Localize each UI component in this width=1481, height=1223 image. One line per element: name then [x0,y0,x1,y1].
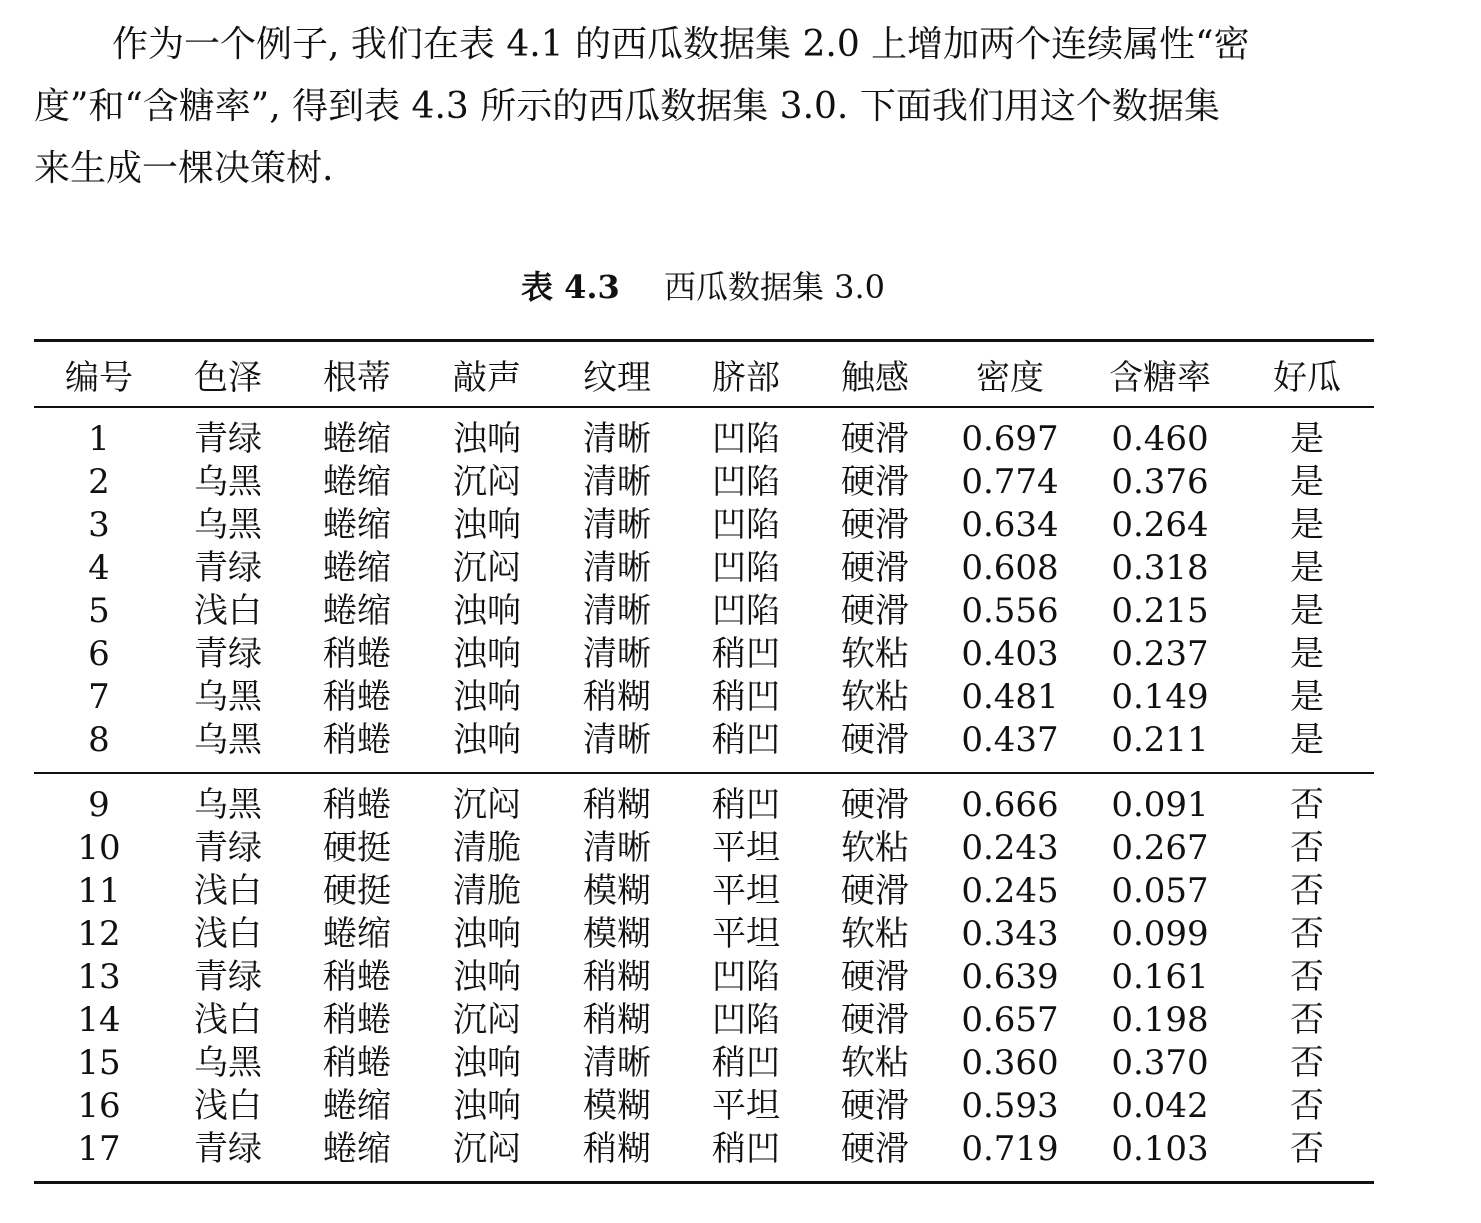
cell-navel: 凹陷 [712,505,780,545]
intro-line-1: 作为一个例子, 我们在表 4.1 的西瓜数据集 2.0 上增加两个连续属性“密 [112,24,1250,65]
header-row [34,341,1374,408]
cell-root: 硬挺 [323,828,391,868]
table-row [34,547,1374,590]
cell-density: 0.556 [961,591,1059,631]
cell-sound: 浊响 [453,634,521,674]
cell-good: 否 [1290,1000,1324,1040]
cell-texture: 清晰 [583,634,651,674]
cell-root: 稍蜷 [323,785,391,825]
cell-color: 浅白 [194,1086,262,1126]
cell-root: 稍蜷 [323,1000,391,1040]
cell-good: 是 [1290,591,1324,631]
table-row [34,913,1374,956]
header-good: 好瓜 [1273,357,1341,398]
table-caption-title: 西瓜数据集 3.0 [663,268,886,306]
cell-texture: 清晰 [583,505,651,545]
cell-id: 15 [77,1043,121,1083]
cell-texture: 稍糊 [583,957,651,997]
cell-root: 稍蜷 [323,1043,391,1083]
cell-good: 否 [1290,914,1324,954]
cell-sound: 沉闷 [453,462,521,502]
cell-texture: 清晰 [583,591,651,631]
table-row [34,1042,1374,1085]
cell-color: 乌黑 [194,1043,262,1083]
cell-sugar: 0.370 [1111,1043,1209,1083]
header-root: 根蒂 [323,357,391,398]
cell-root: 蜷缩 [323,419,391,459]
cell-id: 4 [88,548,110,588]
cell-navel: 平坦 [712,1086,780,1126]
header-density: 密度 [976,357,1044,398]
cell-id: 9 [88,785,110,825]
cell-touch: 软粘 [841,1043,909,1083]
cell-navel: 平坦 [712,871,780,911]
cell-texture: 模糊 [583,914,651,954]
table-row [34,827,1374,870]
bad-melon-rows [34,773,1374,1183]
cell-touch: 硬滑 [841,720,909,760]
cell-texture: 稍糊 [583,677,651,717]
header-texture: 纹理 [583,357,651,398]
table-row [34,1085,1374,1128]
cell-color: 乌黑 [194,677,262,717]
cell-color: 浅白 [194,1000,262,1040]
cell-sugar: 0.103 [1111,1129,1209,1169]
cell-sound: 浊响 [453,914,521,954]
cell-good: 否 [1290,871,1324,911]
cell-density: 0.245 [961,871,1059,911]
table-row [34,1128,1374,1183]
cell-navel: 凹陷 [712,1000,780,1040]
cell-texture: 清晰 [583,1043,651,1083]
cell-id: 12 [77,914,121,954]
cell-sound: 沉闷 [453,548,521,588]
cell-good: 是 [1290,505,1324,545]
cell-root: 蜷缩 [323,1129,391,1169]
cell-id: 16 [77,1086,121,1126]
cell-color: 乌黑 [194,462,262,502]
cell-sound: 浊响 [453,957,521,997]
cell-color: 浅白 [194,871,262,911]
cell-touch: 硬滑 [841,1129,909,1169]
cell-color: 青绿 [194,548,262,588]
cell-color: 青绿 [194,828,262,868]
cell-density: 0.639 [961,957,1059,997]
cell-texture: 稍糊 [583,1000,651,1040]
cell-color: 青绿 [194,1129,262,1169]
cell-touch: 硬滑 [841,591,909,631]
cell-root: 蜷缩 [323,1086,391,1126]
cell-density: 0.243 [961,828,1059,868]
cell-id: 2 [88,462,110,502]
header-color: 色泽 [194,357,262,398]
cell-sugar: 0.149 [1111,677,1209,717]
cell-root: 稍蜷 [323,677,391,717]
cell-sugar: 0.211 [1111,720,1209,760]
cell-sound: 浊响 [453,1086,521,1126]
cell-id: 5 [88,591,110,631]
intro-paragraph [34,14,1374,200]
cell-good: 否 [1290,957,1324,997]
cell-density: 0.593 [961,1086,1059,1126]
cell-density: 0.634 [961,505,1059,545]
cell-texture: 清晰 [583,419,651,459]
cell-sound: 浊响 [453,677,521,717]
cell-navel: 平坦 [712,914,780,954]
header-touch: 触感 [841,357,909,398]
cell-navel: 稍凹 [712,634,780,674]
intro-line-3: 来生成一棵决策树. [34,148,334,189]
cell-color: 乌黑 [194,785,262,825]
cell-touch: 硬滑 [841,1086,909,1126]
cell-root: 稍蜷 [323,634,391,674]
table-row [34,407,1374,461]
cell-touch: 软粘 [841,677,909,717]
cell-navel: 凹陷 [712,591,780,631]
cell-id: 6 [88,634,110,674]
cell-density: 0.774 [961,462,1059,502]
cell-touch: 硬滑 [841,548,909,588]
cell-id: 17 [77,1129,121,1169]
cell-sound: 浊响 [453,720,521,760]
table-row [34,676,1374,719]
cell-sound: 沉闷 [453,1129,521,1169]
table-row [34,633,1374,676]
cell-id: 1 [88,419,110,459]
cell-good: 是 [1290,677,1324,717]
cell-touch: 硬滑 [841,871,909,911]
cell-density: 0.343 [961,914,1059,954]
cell-good: 否 [1290,1129,1324,1169]
cell-id: 10 [77,828,121,868]
table-caption-label: 表 4.3 [520,268,620,306]
cell-sound: 浊响 [453,591,521,631]
cell-navel: 凹陷 [712,419,780,459]
cell-id: 13 [77,957,121,997]
cell-sound: 清脆 [453,828,521,868]
cell-touch: 软粘 [841,634,909,674]
table-row [34,773,1374,827]
cell-touch: 软粘 [841,914,909,954]
table-row [34,590,1374,633]
cell-good: 否 [1290,785,1324,825]
cell-color: 乌黑 [194,720,262,760]
cell-good: 是 [1290,462,1324,502]
cell-texture: 模糊 [583,871,651,911]
table-row [34,461,1374,504]
table-row [34,504,1374,547]
cell-density: 0.403 [961,634,1059,674]
cell-texture: 稍糊 [583,785,651,825]
cell-sugar: 0.215 [1111,591,1209,631]
header-sound: 敲声 [453,357,521,398]
cell-sound: 沉闷 [453,785,521,825]
table-header [34,341,1374,408]
cell-touch: 硬滑 [841,1000,909,1040]
cell-good: 否 [1290,828,1324,868]
cell-sugar: 0.161 [1111,957,1209,997]
cell-color: 浅白 [194,914,262,954]
cell-good: 是 [1290,419,1324,459]
cell-color: 浅白 [194,591,262,631]
cell-sugar: 0.318 [1111,548,1209,588]
cell-id: 8 [88,720,110,760]
cell-sugar: 0.099 [1111,914,1209,954]
cell-texture: 清晰 [583,548,651,588]
cell-root: 稍蜷 [323,720,391,760]
cell-sugar: 0.057 [1111,871,1209,911]
cell-id: 14 [77,1000,121,1040]
table-row [34,999,1374,1042]
cell-sugar: 0.264 [1111,505,1209,545]
cell-touch: 硬滑 [841,419,909,459]
cell-good: 是 [1290,720,1324,760]
cell-navel: 稍凹 [712,720,780,760]
cell-sugar: 0.198 [1111,1000,1209,1040]
cell-touch: 硬滑 [841,957,909,997]
cell-sugar: 0.460 [1111,419,1209,459]
cell-navel: 稍凹 [712,1043,780,1083]
cell-sound: 浊响 [453,1043,521,1083]
good-melon-rows [34,407,1374,773]
table-caption [0,262,1406,308]
cell-density: 0.360 [961,1043,1059,1083]
cell-color: 青绿 [194,634,262,674]
cell-sugar: 0.376 [1111,462,1209,502]
cell-color: 青绿 [194,419,262,459]
cell-sound: 清脆 [453,871,521,911]
cell-density: 0.666 [961,785,1059,825]
cell-touch: 硬滑 [841,505,909,545]
cell-root: 蜷缩 [323,914,391,954]
cell-color: 青绿 [194,957,262,997]
cell-touch: 硬滑 [841,462,909,502]
cell-good: 否 [1290,1086,1324,1126]
cell-density: 0.719 [961,1129,1059,1169]
cell-texture: 清晰 [583,462,651,502]
cell-sugar: 0.042 [1111,1086,1209,1126]
cell-sound: 浊响 [453,419,521,459]
cell-navel: 凹陷 [712,548,780,588]
cell-touch: 硬滑 [841,785,909,825]
cell-sugar: 0.237 [1111,634,1209,674]
cell-root: 蜷缩 [323,505,391,545]
cell-navel: 平坦 [712,828,780,868]
cell-sound: 沉闷 [453,1000,521,1040]
cell-root: 蜷缩 [323,548,391,588]
cell-color: 乌黑 [194,505,262,545]
cell-navel: 稍凹 [712,785,780,825]
cell-root: 蜷缩 [323,591,391,631]
cell-sugar: 0.267 [1111,828,1209,868]
cell-texture: 模糊 [583,1086,651,1126]
cell-sound: 浊响 [453,505,521,545]
cell-texture: 清晰 [583,720,651,760]
cell-touch: 软粘 [841,828,909,868]
cell-navel: 稍凹 [712,1129,780,1169]
cell-root: 稍蜷 [323,957,391,997]
cell-navel: 稍凹 [712,677,780,717]
cell-density: 0.608 [961,548,1059,588]
cell-navel: 凹陷 [712,957,780,997]
table-row [34,870,1374,913]
cell-texture: 稍糊 [583,1129,651,1169]
cell-id: 7 [88,677,110,717]
header-id: 编号 [65,357,133,398]
header-navel: 脐部 [712,357,780,398]
cell-navel: 凹陷 [712,462,780,502]
cell-density: 0.437 [961,720,1059,760]
cell-density: 0.657 [961,1000,1059,1040]
table-row [34,956,1374,999]
watermelon-dataset-table [34,339,1374,1184]
cell-root: 蜷缩 [323,462,391,502]
cell-good: 是 [1290,548,1324,588]
cell-density: 0.697 [961,419,1059,459]
cell-root: 硬挺 [323,871,391,911]
cell-good: 是 [1290,634,1324,674]
header-sugar: 含糖率 [1109,357,1211,398]
cell-good: 否 [1290,1043,1324,1083]
cell-id: 11 [77,871,121,911]
intro-line-2: 度”和“含糖率”, 得到表 4.3 所示的西瓜数据集 3.0. 下面我们用这个数据集 [34,86,1220,127]
cell-sugar: 0.091 [1111,785,1209,825]
cell-density: 0.481 [961,677,1059,717]
table-row [34,719,1374,773]
cell-id: 3 [88,505,110,545]
cell-texture: 清晰 [583,828,651,868]
